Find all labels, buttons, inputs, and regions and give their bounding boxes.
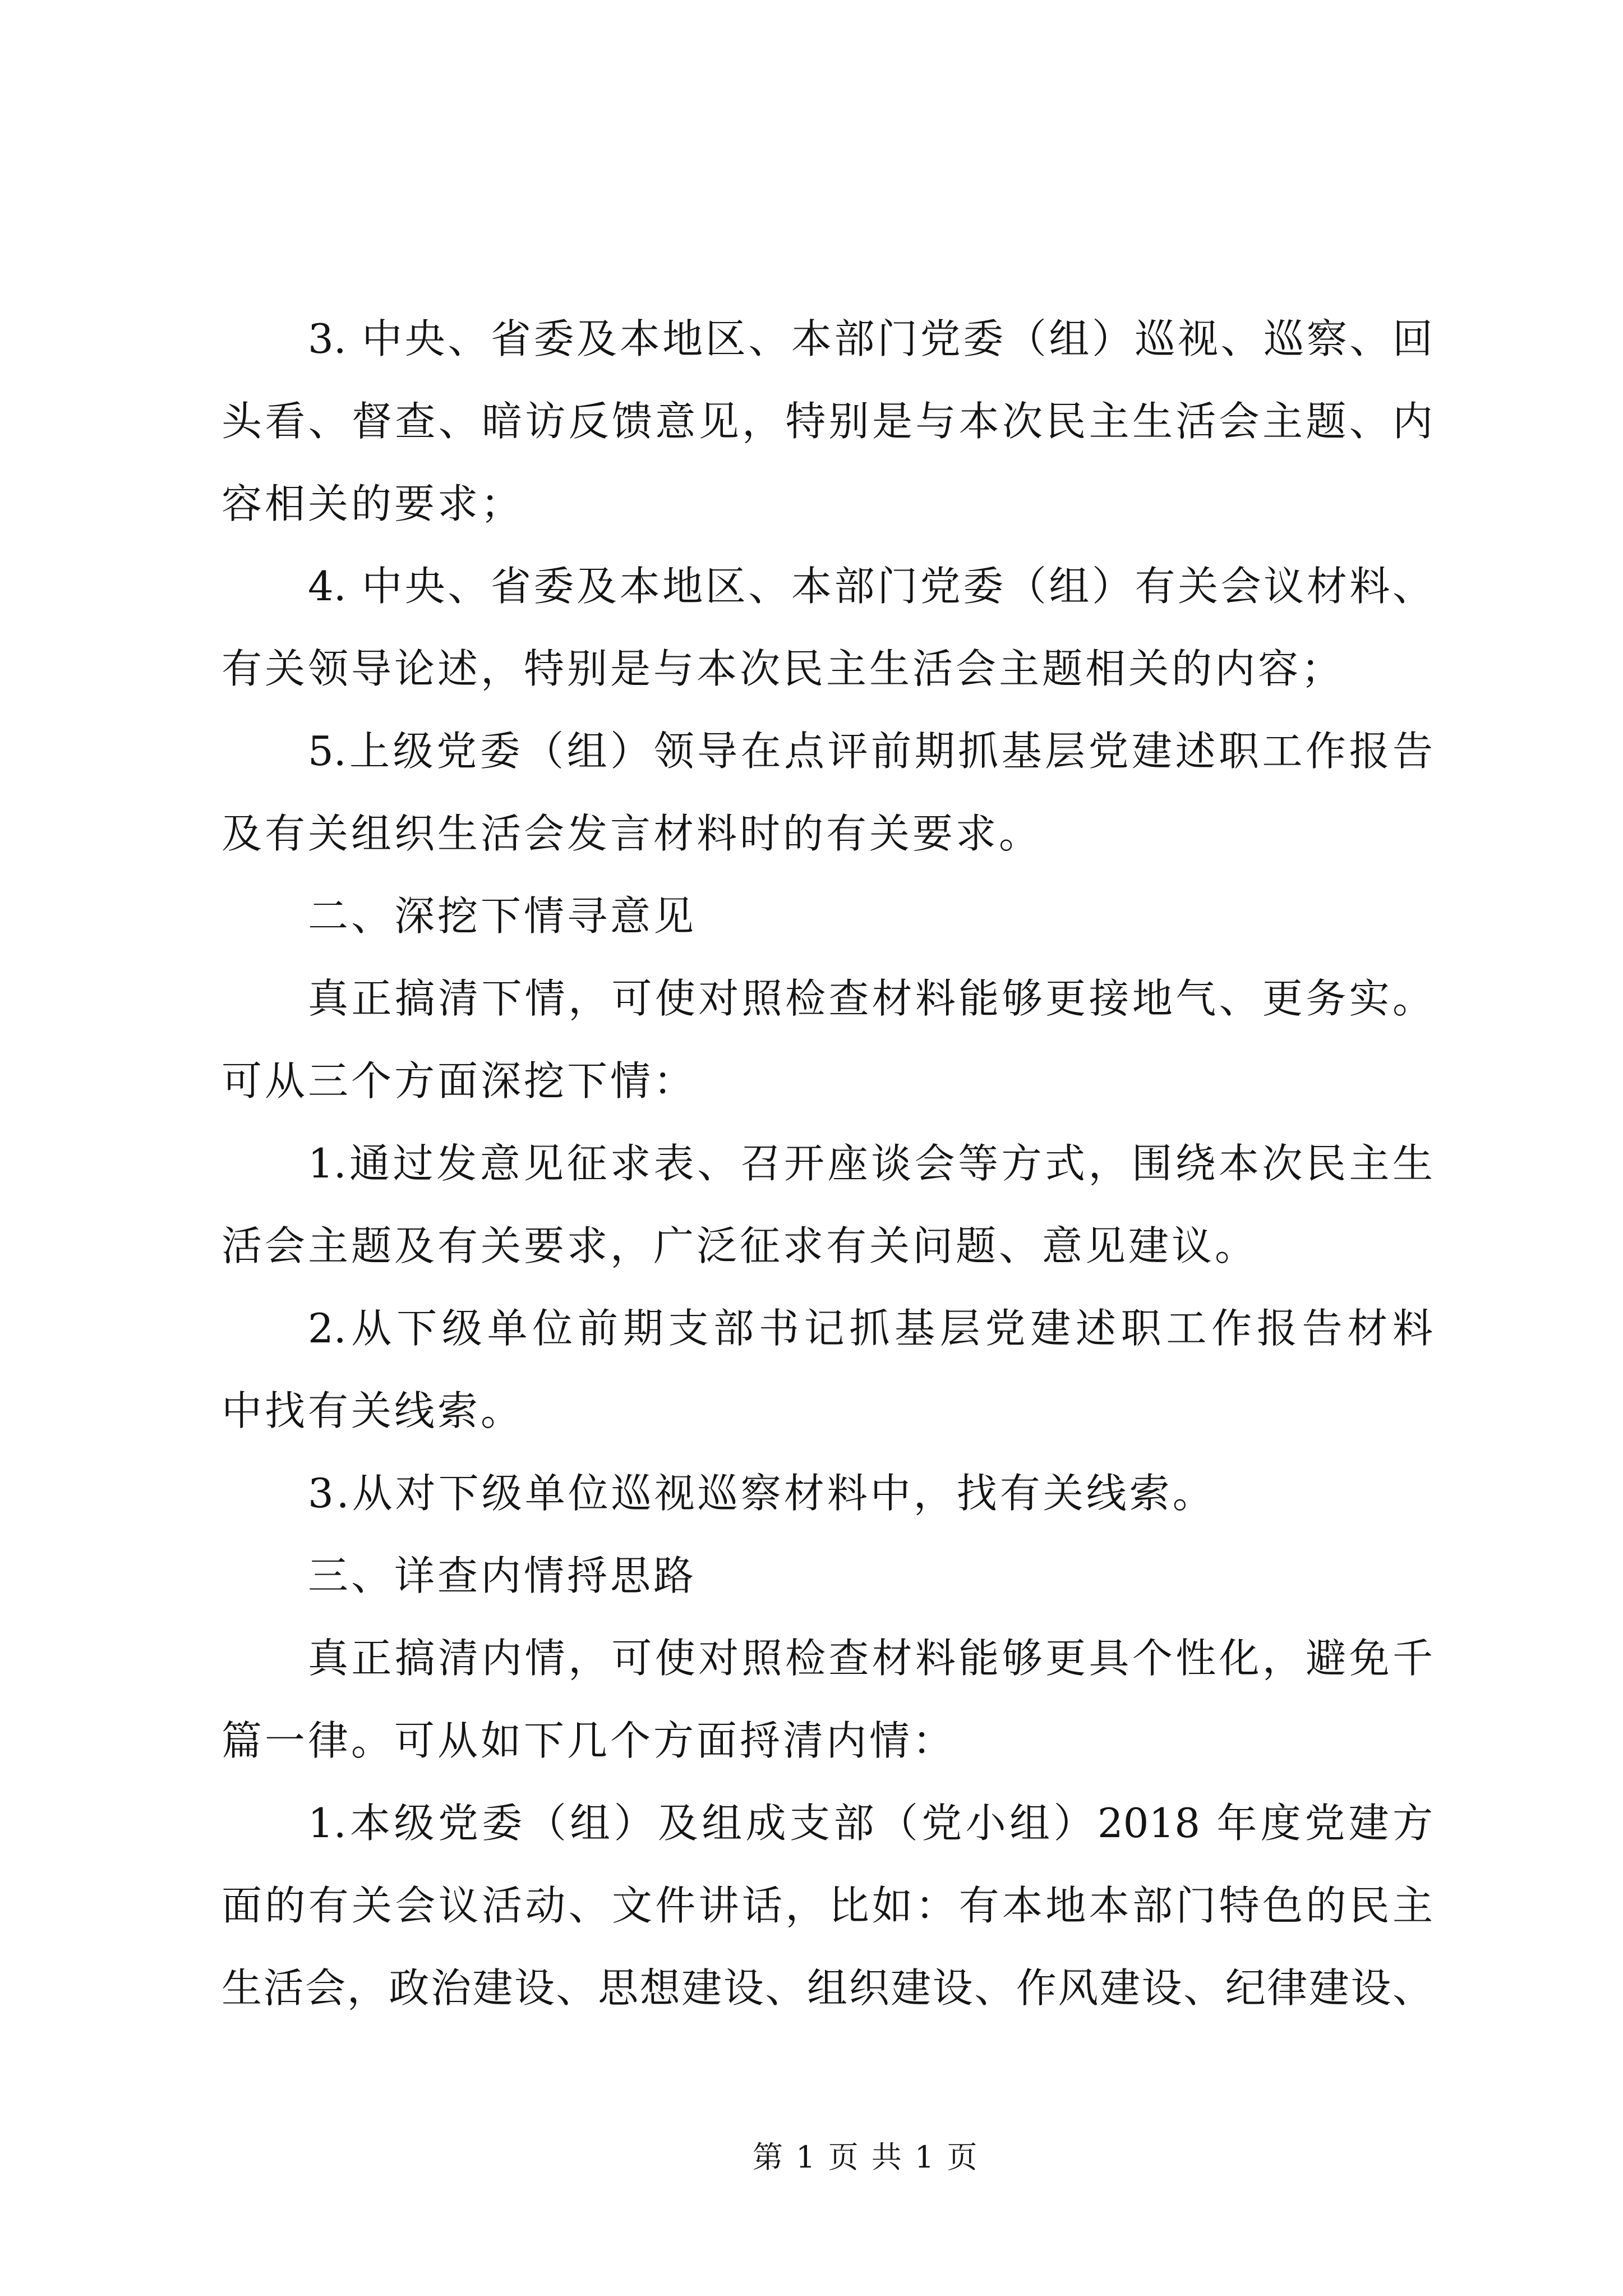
text-line: 篇一律。可从如下几个方面捋清内情： xyxy=(222,1717,956,1764)
text-line: 中找有关线索。 xyxy=(222,1387,524,1434)
section-2-item-1-paragraph xyxy=(222,1122,1433,1287)
section-3-intro-paragraph xyxy=(222,1617,1433,1782)
text-line: 1.本级党委（组）及组成支部（党小组）2018 年度党建方 xyxy=(308,1800,1433,1847)
numbered-item-5-paragraph xyxy=(222,710,1433,875)
text-line: 面的有关会议活动、文件讲话，比如：有本地本部门特色的民主 xyxy=(222,1882,1433,1929)
text-line: 及有关组织生活会发言材料时的有关要求。 xyxy=(222,810,1043,857)
text-line: 4. 中央、省委及本地区、本部门党委（组）有关会议材料、 xyxy=(308,563,1433,610)
document-body xyxy=(222,298,1433,2030)
section-3-item-1-paragraph xyxy=(222,1782,1433,2030)
section-heading-text: 二、深挖下情寻意见 xyxy=(308,892,697,940)
text-line: 2.从下级单位前期支部书记抓基层党建述职工作报告材料 xyxy=(308,1305,1433,1352)
text-line: 活会主题及有关要求，广泛征求有关问题、意见建议。 xyxy=(222,1222,1258,1269)
text-line: 3.从对下级单位巡视巡察材料中，找有关线索。 xyxy=(308,1470,1216,1517)
text-line: 头看、督查、暗访反馈意见，特别是与本次民主生活会主题、内 xyxy=(222,398,1433,445)
numbered-item-3-paragraph xyxy=(222,298,1433,545)
section-heading-2 xyxy=(222,875,1433,958)
text-line: 可从三个方面深挖下情： xyxy=(222,1057,697,1105)
page-footer: 第 1 页 共 1 页 xyxy=(753,2139,979,2175)
text-line: 容相关的要求； xyxy=(222,480,524,527)
text-line: 生活会，政治建设、思想建设、组织建设、作风建设、纪律建设、 xyxy=(222,1964,1433,2012)
text-line: 真正搞清内情，可使对照检查材料能够更具个性化，避免千 xyxy=(308,1635,1433,1682)
text-line: 5.上级党委（组）领导在点评前期抓基层党建述职工作报告 xyxy=(308,728,1433,775)
section-2-item-2-paragraph xyxy=(222,1287,1433,1452)
section-2-item-3-paragraph xyxy=(222,1452,1433,1535)
text-line: 3. 中央、省委及本地区、本部门党委（组）巡视、巡察、回 xyxy=(308,315,1433,362)
section-2-intro-paragraph xyxy=(222,958,1433,1122)
numbered-item-4-paragraph xyxy=(222,545,1433,710)
text-line: 有关领导论述，特别是与本次民主生活会主题相关的内容； xyxy=(222,645,1345,692)
text-line: 1.通过发意见征求表、召开座谈会等方式，围绕本次民主生 xyxy=(308,1140,1433,1187)
section-heading-text: 三、详查内情捋思路 xyxy=(308,1552,697,1599)
text-line: 真正搞清下情，可使对照检查材料能够更接地气、更务实。 xyxy=(308,975,1433,1022)
section-heading-3 xyxy=(222,1535,1433,1617)
